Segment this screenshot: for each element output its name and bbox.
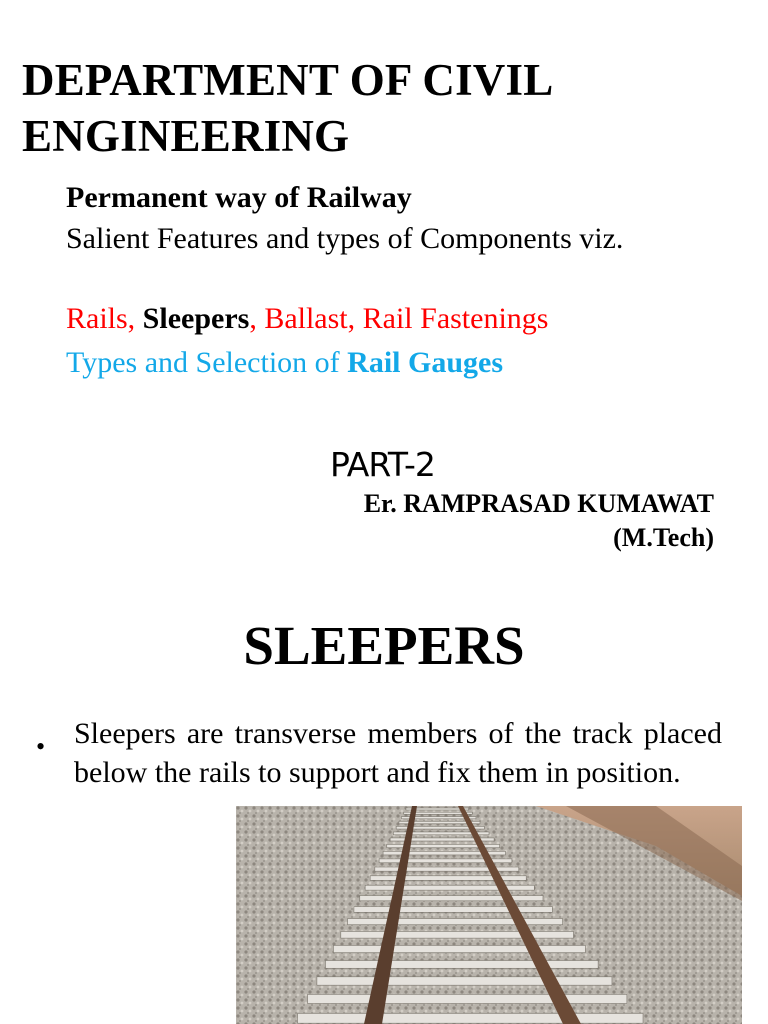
gauges-prefix: Types and Selection of: [66, 346, 348, 379]
railway-track-photo: [236, 806, 742, 1024]
sleepers-title: SLEEPERS: [243, 615, 525, 676]
author-block: [364, 487, 714, 555]
salient-features-line: Salient Features and types of Components viz.: [66, 222, 624, 255]
slide-2: [0, 600, 768, 1024]
sleeper: [354, 907, 552, 913]
sleeper: [308, 994, 627, 1003]
sleeper: [360, 896, 543, 901]
sleepers-text: Sleepers: [142, 302, 250, 335]
sleeper: [341, 931, 574, 938]
gauges-line: [66, 345, 503, 381]
sleeper: [317, 977, 612, 985]
railway-track-illustration: [236, 806, 742, 1024]
components-line: [66, 301, 548, 337]
other-components-text: , Ballast, Rail Fastenings: [249, 302, 549, 335]
bullet-text: Sleepers are transverse members of the track placed below the rails to support and fix them in position.: [74, 717, 722, 789]
rails-text: Rails,: [66, 302, 143, 335]
sleeper: [333, 945, 585, 952]
author-name: Er. RAMPRASAD KUMAWAT: [363, 489, 714, 518]
subject-heading: Permanent way of Railway: [66, 181, 412, 214]
department-title: DEPARTMENT OF CIVIL ENGINEERING: [22, 55, 551, 161]
sleeper: [325, 961, 598, 969]
sleeper: [365, 885, 534, 890]
rail-gauges-text: Rail Gauges: [347, 346, 504, 379]
author-degree: (M.Tech): [613, 523, 714, 552]
sleeper: [348, 919, 563, 925]
bullet-icon: •: [36, 732, 46, 761]
part-label: PART-2: [330, 445, 435, 484]
sleeper: [298, 1013, 643, 1023]
